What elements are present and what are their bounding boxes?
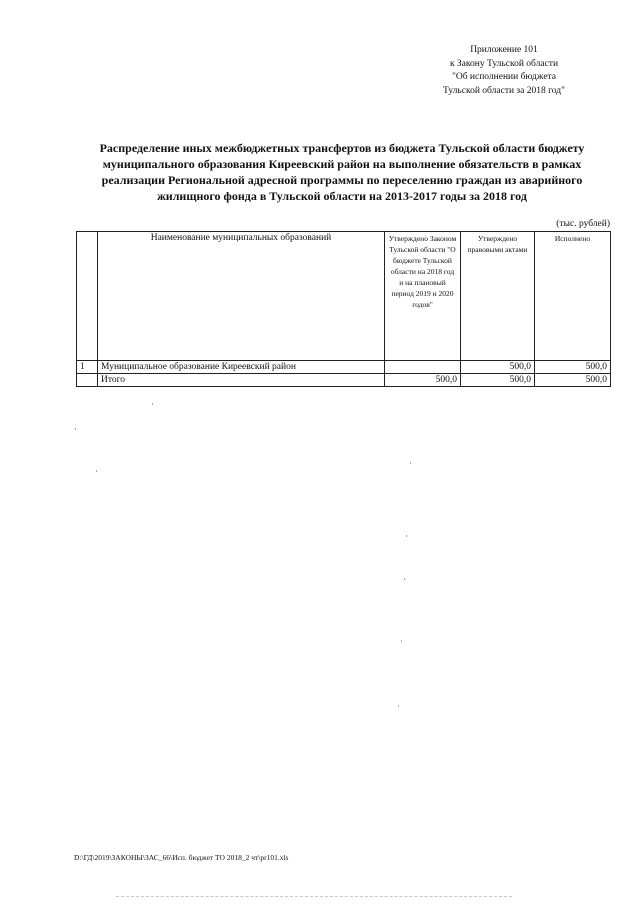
appendix-line: Тульской области за 2018 год" <box>443 85 565 96</box>
units-label: (тыс. рублей) <box>556 219 610 229</box>
transfers-table <box>76 231 611 387</box>
row-name: Муниципальное образование Киреевский район <box>98 361 385 374</box>
header-executed: Исполнено <box>535 232 611 361</box>
row-executed: 500,0 <box>535 361 611 374</box>
row-approved-law <box>385 361 461 374</box>
table-row <box>77 361 611 374</box>
scan-speck <box>404 578 405 580</box>
table-header-row <box>77 232 611 361</box>
total-name: Итого <box>98 374 385 387</box>
row-num: 1 <box>77 361 98 374</box>
total-approved-acts: 500,0 <box>461 374 535 387</box>
header-name: Наименование муниципальных образований <box>98 232 385 361</box>
appendix-line: к Закону Тульской области <box>449 58 559 69</box>
scan-speck <box>398 705 399 707</box>
total-num <box>77 374 98 387</box>
document-title: Распределение иных межбюджетных трансфертов из бюджета Тульской области бюджету муниципального образования Киреевский район на выполнение обязательств в рамках реализации Региональной адресной программы по переселению граждан из аварийного жилищного фонда в Тульской области на 2013-2017 годы за 2018 год <box>99 141 585 203</box>
scan-speck <box>152 403 153 405</box>
scan-artifact-line <box>116 896 512 898</box>
scan-speck <box>75 428 76 430</box>
scan-speck <box>401 640 402 642</box>
total-approved-law: 500,0 <box>385 374 461 387</box>
scan-speck <box>410 462 411 464</box>
header-approved-law: Утверждено Законом Тульской области "О бюджете Тульской области на 2018 год и на плановый период 2019 и 2020 годов" <box>385 232 461 361</box>
header-approved-acts: Утверждено правовыми актами <box>461 232 535 361</box>
total-executed: 500,0 <box>535 374 611 387</box>
appendix-line: Приложение 101 <box>470 45 538 55</box>
appendix-line: "Об исполнении бюджета <box>451 72 557 82</box>
row-approved-acts: 500,0 <box>461 361 535 374</box>
scan-speck <box>406 535 407 537</box>
file-path-footer: D:\ГД\2019\ЗАКОНЫ\ЗАС_66\Исп. бюджет ТО 2018_2 чт\pr101.xls <box>74 853 289 862</box>
appendix-block <box>415 44 593 98</box>
header-num <box>77 232 98 361</box>
total-row <box>77 374 611 387</box>
scan-speck <box>96 470 97 472</box>
